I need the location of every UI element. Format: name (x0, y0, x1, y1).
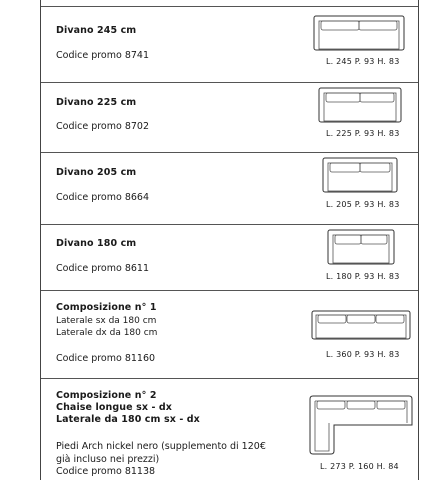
sofa-chaise-longue-icon (309, 395, 413, 455)
composition-line: Laterale sx da 180 cm (56, 316, 157, 326)
product-sheet (40, 0, 419, 480)
dimensions-label: L. 245 P. 93 H. 83 (326, 57, 400, 66)
product-subtitle: Chaise longue sx - dx (56, 402, 173, 413)
product-row-divano-180 (41, 224, 418, 290)
dimensions-label: L. 180 P. 93 H. 83 (326, 272, 400, 281)
composition-line: Laterale dx da 180 cm (56, 328, 158, 338)
product-title: Divano 205 cm (56, 167, 137, 178)
product-note: già incluso nei prezzi) (56, 454, 160, 465)
promo-code: Codice promo 81138 (56, 466, 156, 477)
product-title: Composizione n° 2 (56, 390, 157, 401)
sofa-composition-icon (311, 310, 411, 340)
product-title: Divano 245 cm (56, 25, 137, 36)
sofa-2-seat-icon (327, 229, 395, 265)
product-title: Divano 225 cm (56, 97, 137, 108)
dimensions-label: L. 273 P. 160 H. 84 (320, 462, 399, 471)
dimensions-label: L. 205 P. 93 H. 83 (326, 200, 400, 209)
product-row-divano-205 (41, 152, 418, 224)
product-row-divano-245 (41, 6, 418, 82)
product-row-composizione-2 (41, 378, 418, 480)
product-note: Piedi Arch nickel nero (supplemento di 120€ (56, 441, 266, 452)
promo-code: Codice promo 8702 (56, 121, 150, 132)
promo-code: Codice promo 8741 (56, 50, 150, 61)
product-title: Divano 180 cm (56, 238, 137, 249)
product-subtitle: Laterale da 180 cm sx - dx (56, 414, 200, 425)
sofa-3-seat-icon (318, 87, 402, 123)
product-row-composizione-1 (41, 290, 418, 378)
sofa-3-seat-icon (313, 15, 405, 51)
dimensions-label: L. 225 P. 93 H. 83 (326, 129, 400, 138)
promo-code: Codice promo 8664 (56, 192, 150, 203)
product-row-divano-225 (41, 82, 418, 152)
product-title: Composizione n° 1 (56, 302, 157, 313)
dimensions-label: L. 360 P. 93 H. 83 (326, 350, 400, 359)
sofa-2-seat-icon (322, 157, 398, 193)
promo-code: Codice promo 81160 (56, 353, 156, 364)
promo-code: Codice promo 8611 (56, 263, 150, 274)
